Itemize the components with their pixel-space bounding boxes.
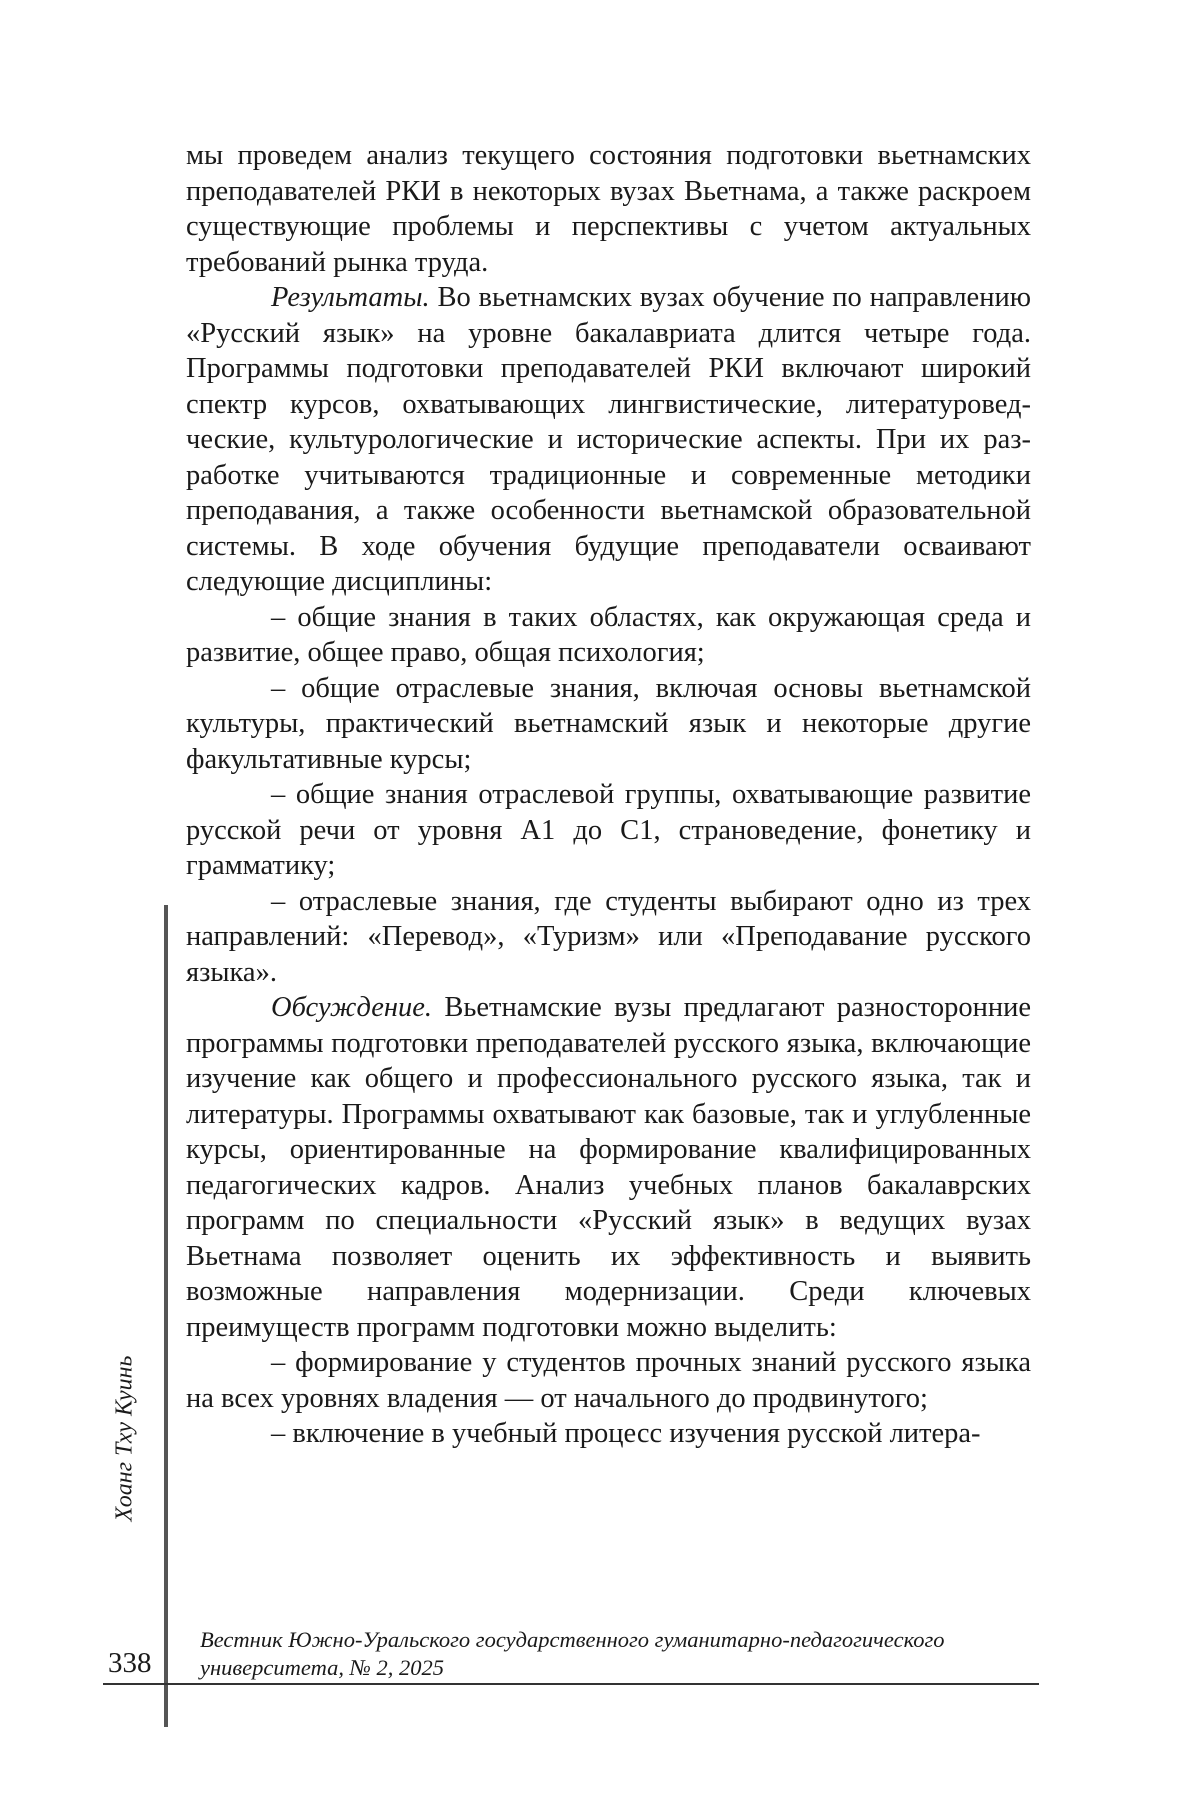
intro-paragraph: мы проведем анализ текущего состояния подготовки вьетнамских преподавателей РКИ в некоторых вузах Вьетнама, а также рас­кроем существующие проблемы и перспективы с учетом актуаль­ных требований рынка труда. <box>186 138 1031 280</box>
running-head-author: Хоанг Тху Куинь <box>112 1354 139 1524</box>
page-number: 338 <box>108 1647 152 1679</box>
results-heading: Результаты. <box>271 282 430 313</box>
footer-rule <box>103 1683 1039 1685</box>
results-paragraph <box>186 280 1031 600</box>
discussion-item-2: – включение в учебный процесс изучения русской литера- <box>186 1416 1031 1452</box>
discussion-paragraph <box>186 990 1031 1345</box>
results-item-1: – общие знания в таких областях, как окружающая среда и развитие, общее право, общая психология; <box>186 600 1031 671</box>
journal-footer: Вестник Южно-Уральского государственного гуманитарно-педагогического университета, № 2, 2025 <box>200 1626 1020 1682</box>
discussion-heading: Обсуждение. <box>271 992 432 1023</box>
discussion-text: Вьетнамские вузы предлагают разносторон­ние программы подготовки преподавателей русского языка, вклю­чающие изучение как общего и профессионального русского языка, так и литературы. Программы охватывают как базовые, так и углубленные курсы, ориентированные на формирование квали­фицированных педагогических кадров. Анализ учебных планов бакалаврских программ по специальности «Русский язык» в ве­дущих вузах Вьетнама позволяет оценить их эффективность и вы­явить возможные направления модернизации. Среди ключевых преимуществ программ подготовки можно выделить: <box>186 992 1031 1343</box>
article-body <box>186 138 1031 1452</box>
discussion-item-1: – формирование у студентов прочных знаний русского языка на всех уровнях владения — от начального до продвину­того; <box>186 1345 1031 1416</box>
results-item-4: – отраслевые знания, где студенты выбирают одно из трех направлений: «Перевод», «Туризм» или «Преподавание русского языка». <box>186 884 1031 991</box>
results-item-2: – общие отраслевые знания, включая основы вьетнамской культуры, практический вьетнамский язык и некоторые другие факультативные курсы; <box>186 671 1031 778</box>
margin-rule <box>164 905 168 1727</box>
results-text: Во вьетнамских вузах обучение по направле­нию «Русский язык» на уровне бакалавриата длится четыре года. Программы подготовки преподавателей РКИ включают широкий спектр курсов, охватывающих лингвистические, литературовед­ческие, культурологические и исторические аспекты. При их раз­работке учитываются традиционные и современные методики преподавания, а также особенности вьетнамской образователь­ной системы. В ходе обучения будущие преподаватели осваи­вают следующие дисциплины: <box>186 282 1031 597</box>
results-item-3: – общие знания отраслевой группы, охватывающие разви­тие русской речи от уровня А1 до С1, страноведение, фонетику и грамматику; <box>186 777 1031 884</box>
running-head <box>110 1355 140 1525</box>
